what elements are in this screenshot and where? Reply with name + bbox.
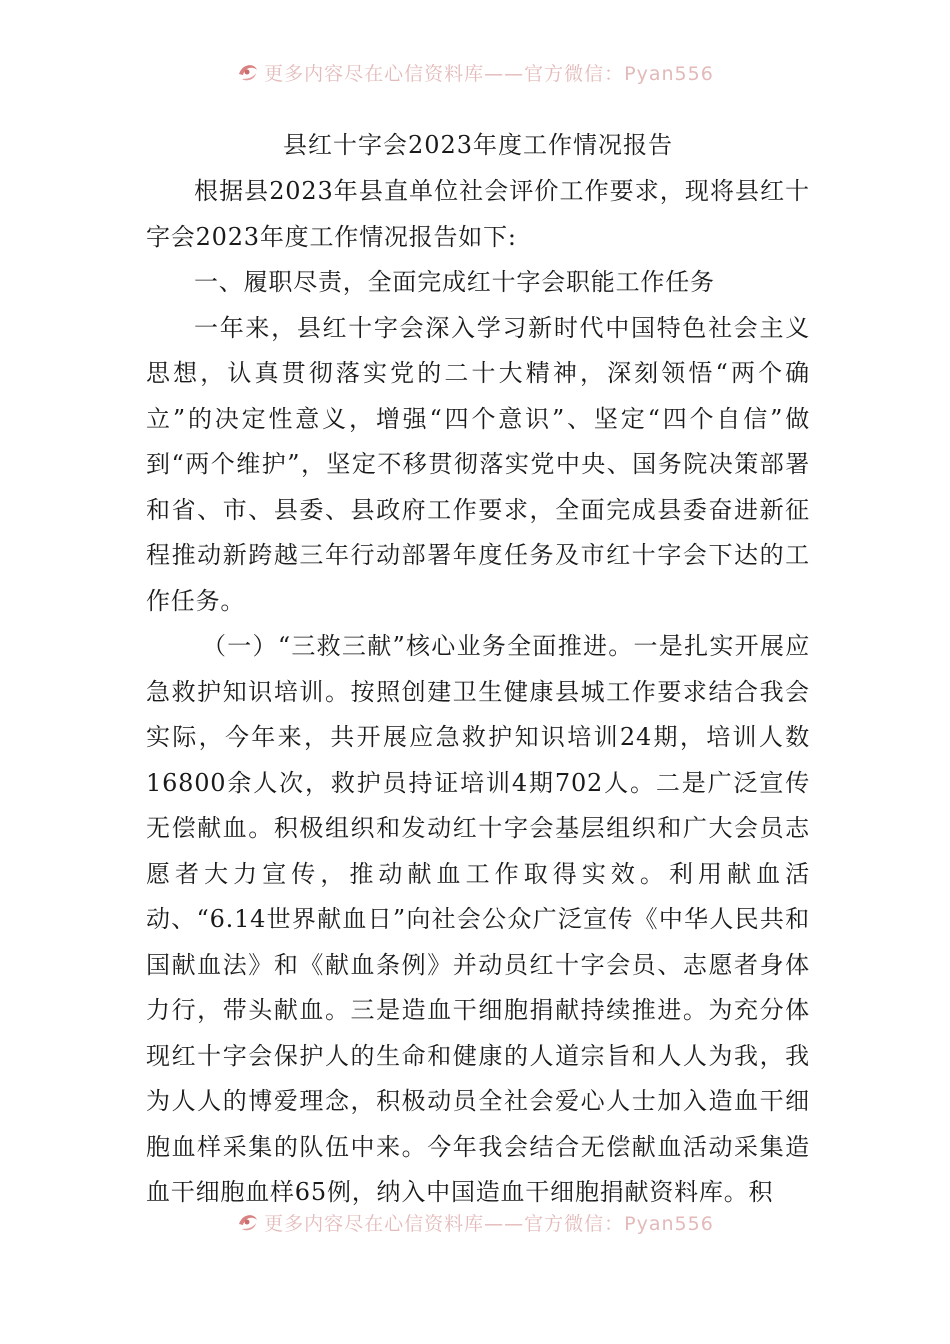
subsection-1-paragraph: （一）“三救三献”核心业务全面推进。一是扎实开展应急救护知识培训。按照创建卫生健康县城工作要求结合我会实际，今年来，共开展应急救护知识培训24期，培训人数16800余人次，救护员持证培训4期702人。二是广泛宣传无偿献血。积极组织和发动红十字会基层组织和广大会员志愿者大力宣传，推动献血工作取得实效。利用献血活动、“6.14世界献血日”向社会公众广泛宣传《中华人民共和国献血法》和《献血条例》并动员红十字会员、志愿者身体力行，带头献血。三是造血干细胞捐献持续推进。为充分体现红十字会保护人的生命和健康的人道宗旨和人人为我，我为人人的博爱理念，积极动员全社会爱心人士加入造血干细胞血样采集的队伍中来。今年我会结合无偿献血活动采集造血干细胞血样65例，纳入中国造血干细胞捐献资料库。积 bbox=[146, 632, 810, 1206]
watermark-bottom bbox=[0, 1208, 950, 1236]
intro-paragraph: 根据县2023年县直单位社会评价工作要求，现将县红十字会2023年度工作情况报告如下: bbox=[146, 177, 810, 251]
document-body bbox=[146, 126, 810, 1216]
watermark-text: 更多内容尽在心信资料库——官方微信：Pyan556 bbox=[264, 1212, 714, 1235]
section-1-paragraph: 一年来，县红十字会深入学习新时代中国特色社会主义思想，认真贯彻落实党的二十大精神，深刻领悟“两个确立”的决定性意义，增强“四个意识”、坚定“四个自信”做到“两个维护”，坚定不移贯彻落实党中央、国务院决策部署和省、市、县委、县政府工作要求，全面完成县委奋进新征程推动新跨越三年行动部署年度任务及市红十字会下达的工作任务。 bbox=[146, 313, 810, 615]
watermark-top bbox=[0, 58, 950, 86]
red-swirl-logo-icon bbox=[236, 1210, 260, 1234]
section-1-heading: 一、履职尽责，全面完成红十字会职能工作任务 bbox=[194, 268, 715, 296]
red-swirl-logo-icon bbox=[236, 60, 260, 84]
watermark-text: 更多内容尽在心信资料库——官方微信：Pyan556 bbox=[264, 62, 714, 85]
document-title: 县红十字会2023年度工作情况报告 bbox=[282, 131, 674, 159]
